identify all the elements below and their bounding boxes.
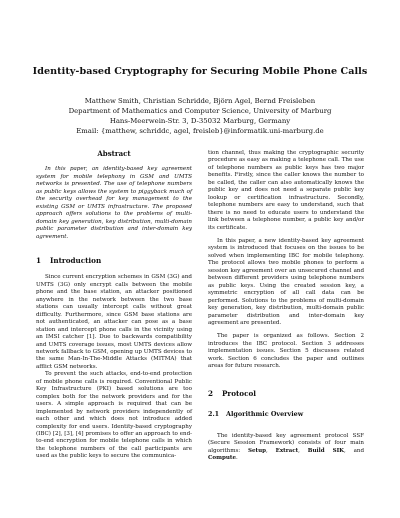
section-number: 1 <box>36 255 42 265</box>
text-run: , <box>298 447 308 454</box>
subsection-title: Algorithmic Overview <box>226 410 304 419</box>
algorithm-name-compute: Compute <box>208 454 236 461</box>
author-block <box>0 96 400 136</box>
left-column <box>36 150 192 461</box>
section-heading-protocol <box>208 390 364 397</box>
affiliation: Department of Mathematics and Computer Science, University of Marburg <box>68 107 332 115</box>
right-paragraph-2: In this paper, a new identity-based key agreement system is introduced that focuses on the issues to be solved when implementing IBC for mobile telephony. The protocol allows two mobile phones to perform a session key agreement over an unsecured channel and between different providers using telephone numbers as public keys. Using the created session key, a symmetric encryption of all call data can be performed. Solutions to the problems of multi-domain key generation, key distribution, multi-domain public parameter distribution and inter-domain key agreement are presented. <box>208 237 364 326</box>
address: Hans-Meerwein-Str. 3, D-35032 Marburg, Germany <box>109 117 291 125</box>
right-paragraph-1: tion channel, thus making the cryptographic security procedure as easy as making a telephone call. The use of telephone numbers as public keys has two major benefits. Firstly, since the caller knows the number to be called, the caller can also automatically knows the public key and does not need a separate public key lookup or certification infrastructure. Secondly, telephone numbers are easy to understand, such that there is no need to educate users to understand the link between a telephone number, a public key and/or its certificate. <box>208 150 364 231</box>
text-run: , <box>266 447 276 454</box>
section-heading-introduction <box>36 257 192 264</box>
abstract-heading: Abstract <box>97 149 131 158</box>
section-number: 2 <box>208 388 214 398</box>
section-title: Introduction <box>50 255 102 265</box>
algorithm-name-build-sik: Build SIK <box>307 447 344 454</box>
email: Email: {matthew, schriddc, agel, freisleb}@informatik.uni-marburg.de <box>76 127 324 135</box>
subsection-number: 2.1 <box>208 410 220 419</box>
intro-paragraph-1: Since current encryption schemes in GSM (3G) and UMTS (3G) only encrypt calls between the mobile phone and the base station, an attacker positioned anywhere in the network between the two base stations can usually intercept calls without great difficulty. Furthermore, since GSM base stations are not authenticated, an attacker can pose as a base station and intercept phone calls in the vicinity using an IMSI catcher [1]. Due to backwards compatibility and UMTS coverage issues, most UMTS devices allow network fallback to GSM, opening up UMTS devices to the same Man-In-The-Middle Attacks (MITMA) that afflict GSM networks. <box>36 274 192 370</box>
text-run: , and <box>344 447 365 454</box>
right-paragraph-3: The paper is organized as follows. Section 2 introduces the IBC protocol. Section 3 addresses implementation issues. Section 5 discusses related work. Section 6 concludes the paper and outlines areas for future research. <box>208 333 364 370</box>
authors: Matthew Smith, Christian Schridde, Björn Agel, Bernd Freisleben <box>84 97 316 105</box>
algorithm-name-extract: Extract <box>275 447 299 454</box>
text-run: . <box>236 454 238 461</box>
subsection-heading-algorithmic-overview <box>208 411 364 418</box>
section-title: Protocol <box>222 388 257 398</box>
abstract-text: In this paper, an identity-based key agreement system for mobile telephony in GSM and UMTS networks is presented. The use of telephone numbers as public keys allows the system to piggyback much of the security overhead for key management to the existing GSM or UMTS infrastructure. The proposed approach offers solutions to the problems of multi-domain key generation, key distribution, multi-domain public parameter distribution and inter-domain key agreement. <box>36 166 192 240</box>
text-run: The identity-based key agreement protocol SSF (Secure Session Framework) consists of four main algorithms: <box>208 432 364 454</box>
protocol-paragraph-1 <box>208 433 364 463</box>
right-column <box>208 150 364 462</box>
intro-paragraph-2: To prevent the such attacks, end-to-end protection of mobile phone calls is required. Conventional Public Key Infrastructure (PKI) based solutions are too complex both for the network providers and for the users. A simple approach is required that can be implemented by network providers independently of each other and which does not introduce added complexity for end users. Identity-based cryptography (IBC) [2], [3], [4] promises to offer an approach to end-to-end encryption for mobile telephone calls in which the telephone numbers of the call participants are used as the public keys to secure the communica- <box>36 371 192 460</box>
algorithm-name-setup: Setup <box>248 447 267 454</box>
paper-title: Identity-based Cryptography for Securing Mobile Phone Calls <box>32 66 368 77</box>
